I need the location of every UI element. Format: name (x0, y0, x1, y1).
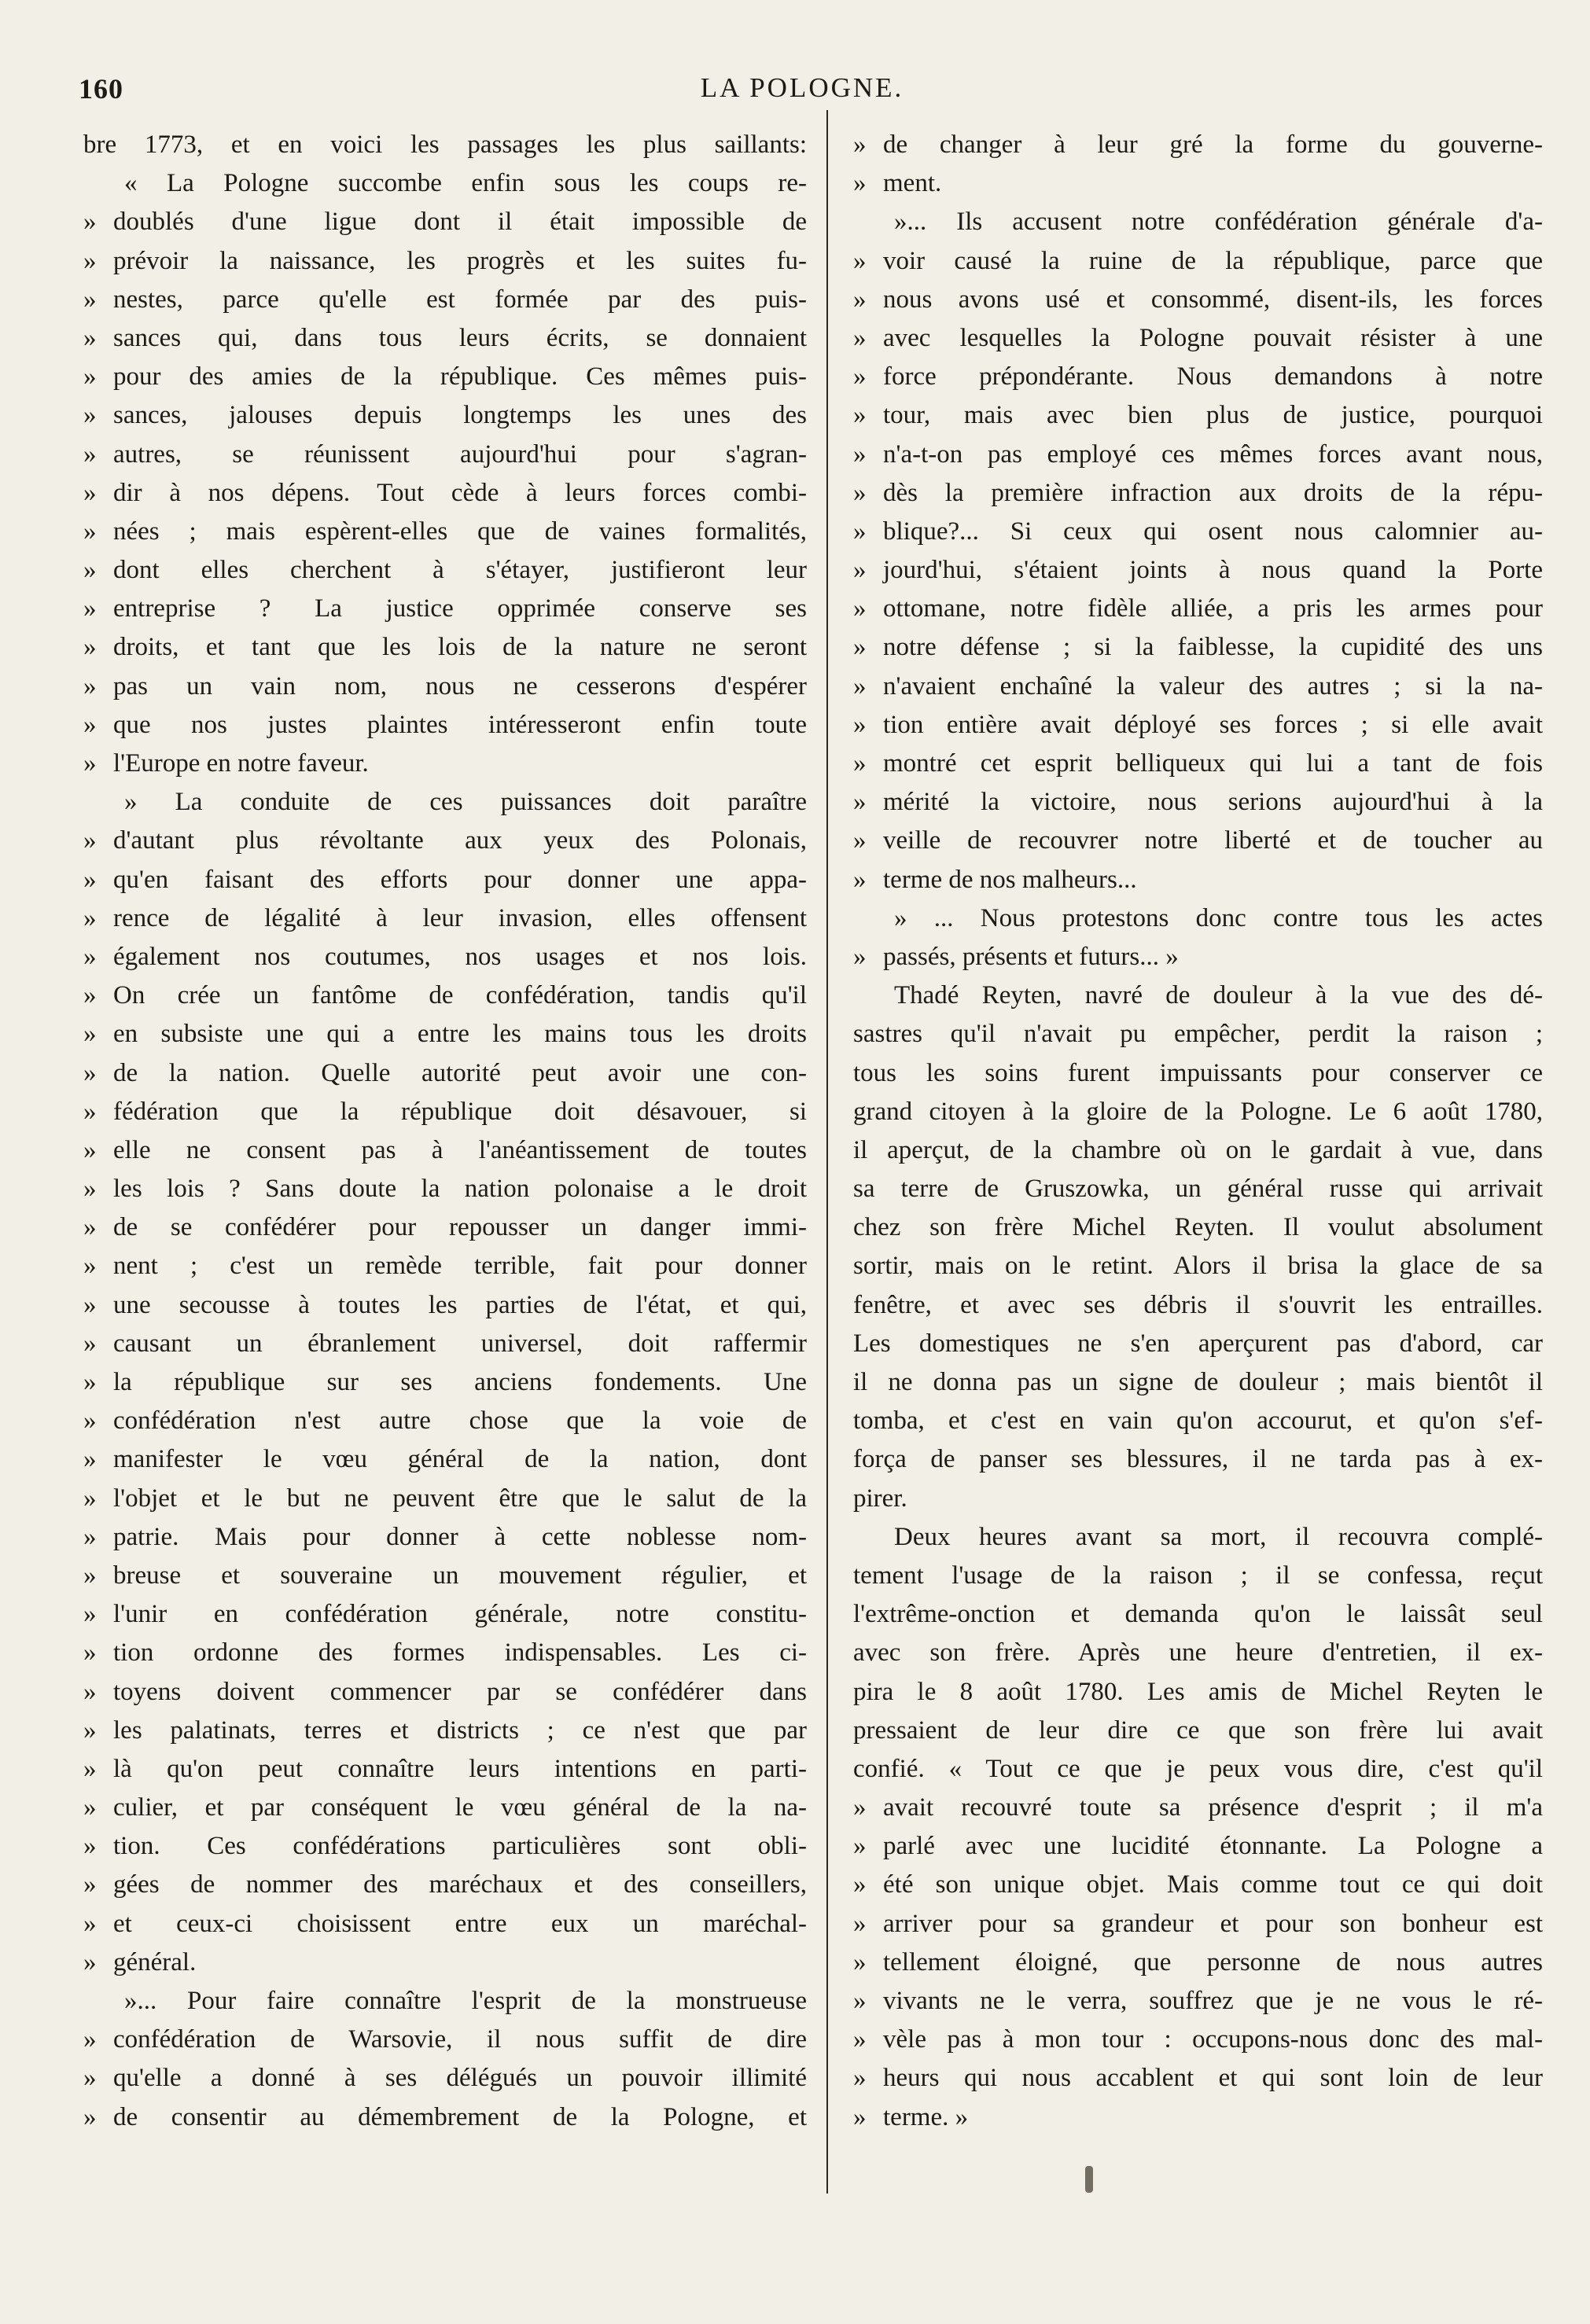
text-line (853, 938, 1543, 976)
quote-mark: » (853, 131, 867, 159)
quote-mark: » (853, 1793, 867, 1822)
line-text: chez son frère Michel Reyten. Il voulut absolument (853, 1213, 1543, 1242)
text-line (853, 474, 1543, 513)
text-line (853, 2021, 1543, 2059)
text-line (853, 281, 1543, 319)
line-text: qu'en faisant des efforts pour donner une appa- (113, 865, 807, 894)
text-line (853, 1673, 1543, 1712)
line-text: tellement éloigné, que personne de nous autres (883, 1947, 1543, 1977)
quote-mark: » (853, 788, 867, 817)
text-line (853, 628, 1543, 667)
text-line (853, 1557, 1543, 1595)
quote-mark: » (853, 362, 867, 392)
line-text: en subsiste une qui a entre les mains tous les droits (113, 1020, 807, 1049)
quote-mark: » (853, 1909, 867, 1938)
line-text: également nos coutumes, nos usages et nos lois. (113, 942, 807, 971)
quote-mark: » (83, 1020, 97, 1049)
line-text: causant un ébranlement universel, doit raffermir (113, 1329, 807, 1358)
text-line (853, 1402, 1543, 1440)
quote-mark: » (83, 1522, 97, 1551)
line-text: Les domestiques ne s'en aperçurent pas d'abord, car (853, 1329, 1543, 1358)
line-text: sances qui, dans tous leurs écrits, se donnaient (113, 323, 807, 352)
line-text: heurs qui nous accablent et qui sont loin de leur (883, 2064, 1543, 2093)
line-text: vivants ne le verra, souffrez que je ne vous le ré- (883, 1987, 1543, 2015)
line-text: fenêtre, et avec ses débris il s'ouvrit les entrailles. (853, 1290, 1543, 1319)
line-text: elle ne consent pas à l'anéantissement de toutes (113, 1135, 807, 1164)
text-line (83, 474, 807, 513)
text-line (853, 667, 1543, 706)
line-text: l'objet et le but ne peuvent être que le salut de la (113, 1484, 807, 1513)
quote-mark: » (853, 826, 867, 855)
line-text: de changer à leur gré la forme du gouverne- (883, 131, 1543, 159)
line-text: prévoir la naissance, les progrès et les suites fu- (113, 246, 807, 275)
quote-mark: » (83, 942, 97, 971)
text-line (853, 1480, 1543, 1518)
line-text: passés, présents et futurs... » (883, 942, 1179, 971)
line-text: été son unique objet. Mais comme tout ce qui doit (883, 1870, 1543, 1899)
line-text: pirer. (853, 1484, 907, 1513)
line-text: breuse et souveraine un mouvement régulier, et (113, 1561, 807, 1590)
line-text: » ... Nous protestons donc contre tous les actes (894, 903, 1543, 932)
text-line (83, 1440, 807, 1479)
text-line (853, 242, 1543, 281)
text-line (83, 1595, 807, 1634)
text-line (853, 1789, 1543, 1827)
text-line (83, 203, 807, 241)
quote-mark: » (853, 323, 867, 352)
line-text: jourd'hui, s'étaient joints à nous quand la Porte (883, 556, 1543, 585)
quote-mark: » (853, 749, 867, 778)
text-line (853, 1363, 1543, 1402)
line-text: droits, et tant que les lois de la nature ne seront (113, 633, 807, 662)
quote-mark: » (853, 1832, 867, 1861)
quote-mark: » (83, 1252, 97, 1281)
quote-mark: » (853, 710, 867, 739)
quote-mark: » (853, 671, 867, 701)
line-text: avec son frère. Après une heure d'entretien, il ex- (853, 1638, 1543, 1668)
quote-mark: » (83, 826, 97, 855)
line-text: voir causé la ruine de la république, parce que (883, 246, 1543, 275)
line-text: pas un vain nom, nous ne cesserons d'espérer (113, 671, 807, 701)
text-line (83, 745, 807, 783)
quote-mark: » (853, 285, 867, 314)
quote-mark: » (83, 1638, 97, 1668)
quote-mark: » (83, 1407, 97, 1436)
line-text: ment. (883, 169, 942, 198)
line-text: nent ; c'est un remède terrible, fait pour donner (113, 1252, 807, 1281)
quote-mark: » (853, 246, 867, 275)
text-line (83, 1789, 807, 1827)
line-text: gées de nommer des maréchaux et des conseillers, (113, 1870, 807, 1899)
quote-mark: » (83, 1561, 97, 1590)
text-line (83, 1634, 807, 1672)
quote-mark: » (83, 903, 97, 932)
line-text: terme de nos malheurs... (883, 865, 1137, 894)
text-line (853, 745, 1543, 783)
text-line (83, 2059, 807, 2098)
quote-mark: » (83, 865, 97, 894)
text-line (853, 436, 1543, 474)
line-text: culier, et par conséquent le vœu général de la na- (113, 1793, 807, 1822)
text-line (853, 1943, 1543, 1982)
text-line (83, 590, 807, 628)
quote-mark: » (83, 401, 97, 430)
line-text: doublés d'une ligue dont il était impossible de (113, 208, 807, 237)
line-text: une secousse à toutes les parties de l'état, et qui, (113, 1290, 807, 1319)
line-text: sances, jalouses depuis longtemps les unes des (113, 401, 807, 430)
quote-mark: » (83, 749, 97, 778)
quote-mark: » (853, 478, 867, 507)
line-text: vèle pas à mon tour : occupons-nous donc des mal- (883, 2025, 1543, 2054)
page-number: 160 (79, 73, 123, 105)
line-text: confié. « Tout ce que je peux vous dire, c'est qu'il (853, 1754, 1543, 1783)
text-line (83, 2021, 807, 2059)
line-text: nestes, parce qu'elle est formée par des puis- (113, 285, 807, 314)
quote-mark: » (83, 1135, 97, 1164)
text-line (853, 1208, 1543, 1247)
text-line (853, 203, 1543, 241)
text-line (853, 126, 1543, 164)
text-line (83, 822, 807, 860)
text-line (83, 1131, 807, 1170)
text-line (853, 783, 1543, 822)
quote-mark: » (83, 1715, 97, 1745)
quote-mark: » (853, 942, 867, 971)
line-text: blique?... Si ceux qui osent nous calomnier au- (883, 517, 1543, 546)
text-line (853, 1286, 1543, 1325)
line-text: manifester le vœu général de la nation, dont (113, 1445, 807, 1474)
line-text: confédération de Warsovie, il nous suffit de dire (113, 2025, 807, 2054)
text-line (83, 1866, 807, 1904)
line-text: tomba, et c'est en vain qu'on accourut, et qu'on s'ef- (853, 1407, 1543, 1436)
quote-mark: » (83, 556, 97, 585)
line-text: confédération n'est autre chose que la voie de (113, 1407, 807, 1436)
text-line (853, 551, 1543, 590)
text-line (853, 1093, 1543, 1131)
line-text: mérité la victoire, nous serions aujourd'hui à la (883, 788, 1543, 817)
quote-mark: » (83, 323, 97, 352)
quote-mark: » (83, 1175, 97, 1204)
text-line (853, 1325, 1543, 1363)
line-text: autres, se réunissent aujourd'hui pour s'agran- (113, 439, 807, 469)
text-line (83, 899, 807, 938)
quote-mark: » (853, 169, 867, 198)
text-line (853, 899, 1543, 938)
quote-mark: » (83, 478, 97, 507)
line-text: »... Ils accusent notre confédération générale d'a- (894, 208, 1543, 237)
text-line (83, 436, 807, 474)
quote-mark: » (83, 1677, 97, 1706)
text-line (83, 242, 807, 281)
text-line (853, 706, 1543, 745)
line-text: ottomane, notre fidèle alliée, a pris les armes pour (883, 594, 1543, 623)
ink-mark (1085, 2166, 1093, 2193)
right-column (853, 126, 1543, 2137)
quote-mark: » (853, 1987, 867, 2015)
text-line (83, 976, 807, 1015)
text-line (853, 2059, 1543, 2098)
text-line (853, 1595, 1543, 1634)
text-line (83, 281, 807, 319)
text-line (83, 319, 807, 358)
quote-mark: » (83, 1058, 97, 1087)
line-text: tion entière avait déployé ses forces ; si elle avait (883, 710, 1543, 739)
line-text: avait recouvré toute sa présence d'esprit ; il m'a (883, 1793, 1543, 1822)
text-line (83, 1557, 807, 1595)
quote-mark: » (853, 2064, 867, 2093)
text-line (83, 1402, 807, 1440)
line-text: Thadé Reyten, navré de douleur à la vue des dé- (894, 981, 1543, 1010)
text-line (83, 358, 807, 396)
quote-mark: » (853, 1870, 867, 1899)
line-text: que nos justes plaintes intéresseront enfin toute (113, 710, 807, 739)
text-line (853, 1015, 1543, 1054)
quote-mark: » (853, 633, 867, 662)
quote-mark: » (853, 865, 867, 894)
line-text: qu'elle a donné à ses délégués un pouvoir illimité (113, 2064, 807, 2093)
text-line (853, 1054, 1543, 1093)
text-line (83, 1247, 807, 1285)
quote-mark: » (853, 2102, 867, 2131)
quote-mark: » (83, 362, 97, 392)
text-line (83, 1093, 807, 1131)
text-line (853, 164, 1543, 203)
line-text: de consentir au démembrement de la Pologne, et (113, 2102, 807, 2131)
text-line (853, 319, 1543, 358)
quote-mark: » (83, 981, 97, 1010)
quote-mark: » (83, 671, 97, 701)
quote-mark: » (853, 439, 867, 469)
left-column (83, 126, 807, 2137)
line-text: l'Europe en notre faveur. (113, 749, 369, 778)
line-text: sortir, mais on le retint. Alors il brisa la glace de sa (853, 1252, 1543, 1281)
text-line (83, 1170, 807, 1208)
line-text: rence de légalité à leur invasion, elles offensent (113, 903, 807, 932)
line-text: »... Pour faire connaître l'esprit de la monstrueuse (124, 1987, 807, 2015)
quote-mark: » (83, 1097, 97, 1126)
quote-mark: » (83, 1329, 97, 1358)
text-line (83, 1054, 807, 1093)
line-text: força de panser ses blessures, il ne tarda pas à ex- (853, 1445, 1543, 1474)
quote-mark: » (83, 285, 97, 314)
line-text: tion ordonne des formes indispensables. Les ci- (113, 1638, 807, 1668)
text-line (83, 1712, 807, 1750)
text-line (83, 126, 807, 164)
running-title: LA POLOGNE. (700, 72, 904, 103)
line-text: les palatinats, terres et districts ; ce n'est que par (113, 1715, 807, 1745)
line-text: patrie. Mais pour donner à cette noblesse nom- (113, 1522, 807, 1551)
quote-mark: » (83, 2102, 97, 2131)
quote-mark: » (83, 1793, 97, 1822)
line-text: bre 1773, et en voici les passages les plus saillants: (83, 131, 807, 159)
text-line (83, 1673, 807, 1712)
quote-mark: » (853, 556, 867, 585)
line-text: toyens doivent commencer par se confédérer dans (113, 1677, 807, 1706)
quote-mark: » (83, 246, 97, 275)
text-line (83, 783, 807, 822)
text-line (83, 1480, 807, 1518)
text-line (853, 861, 1543, 899)
quote-mark: » (83, 1870, 97, 1899)
line-text: sa terre de Gruszowka, un général russe qui arrivait (853, 1175, 1543, 1204)
quote-mark: » (853, 1947, 867, 1977)
line-text: parlé avec une lucidité étonnante. La Pologne a (883, 1832, 1543, 1861)
text-line (83, 667, 807, 706)
quote-mark: » (83, 1368, 97, 1396)
line-text: » La conduite de ces puissances doit paraître (124, 788, 807, 817)
line-text: pira le 8 août 1780. Les amis de Michel Reyten le (853, 1677, 1543, 1706)
text-line (853, 590, 1543, 628)
line-text: l'extrême-onction et demanda qu'on le laissât seul (853, 1600, 1543, 1629)
line-text: pour des amies de la république. Ces mêmes puis- (113, 362, 807, 392)
text-line (83, 1982, 807, 2021)
line-text: n'avaient enchaîné la valeur des autres ; si la na- (883, 671, 1543, 701)
quote-mark: » (83, 1909, 97, 1938)
line-text: dont elles cherchent à s'étayer, justifieront leur (113, 556, 807, 585)
line-text: notre défense ; si la faiblesse, la cupidité des uns (883, 633, 1543, 662)
text-line (83, 1325, 807, 1363)
quote-mark: » (83, 208, 97, 237)
line-text: dès la première infraction aux droits de la répu- (883, 478, 1543, 507)
text-line (83, 396, 807, 435)
quote-mark: » (853, 2025, 867, 2054)
text-line (853, 1170, 1543, 1208)
text-line (853, 2098, 1543, 2137)
quote-mark: » (83, 1213, 97, 1242)
quote-mark: » (83, 1947, 97, 1977)
text-line (853, 1131, 1543, 1170)
line-text: il aperçut, de la chambre où on le gardait à vue, dans (853, 1135, 1543, 1164)
text-line (853, 1827, 1543, 1866)
line-text: et ceux-ci choisissent entre eux un maréchal- (113, 1909, 807, 1938)
text-line (853, 1247, 1543, 1285)
line-text: général. (113, 1947, 197, 1977)
line-text: fédération que la république doit désavouer, si (113, 1097, 807, 1126)
column-rule (826, 110, 828, 2193)
line-text: force prépondérante. Nous demandons à notre (883, 362, 1543, 392)
text-line (83, 1286, 807, 1325)
text-line (83, 1943, 807, 1982)
line-text: sastres qu'il n'avait pu empêcher, perdit la raison ; (853, 1020, 1543, 1049)
line-text: tion. Ces confédérations particulières sont obli- (113, 1832, 807, 1861)
line-text: On crée un fantôme de confédération, tandis qu'il (113, 981, 807, 1010)
line-text: de la nation. Quelle autorité peut avoir une con- (113, 1058, 807, 1087)
text-line (83, 1827, 807, 1866)
text-line (83, 938, 807, 976)
text-line (83, 1518, 807, 1557)
line-text: il ne donna pas un signe de douleur ; mais bientôt il (853, 1368, 1543, 1396)
quote-mark: » (853, 517, 867, 546)
text-line (83, 1905, 807, 1943)
text-line (853, 1712, 1543, 1750)
quote-mark: » (83, 517, 97, 546)
line-text: tement l'usage de la raison ; il se confessa, reçut (853, 1561, 1543, 1590)
text-line (853, 1750, 1543, 1789)
line-text: la république sur ses anciens fondements. Une (113, 1368, 807, 1396)
line-text: d'autant plus révoltante aux yeux des Polonais, (113, 826, 807, 855)
text-line (83, 861, 807, 899)
line-text: arriver pour sa grandeur et pour son bonheur est (883, 1909, 1543, 1938)
line-text: « La Pologne succombe enfin sous les coups re- (124, 169, 807, 198)
quote-mark: » (83, 1445, 97, 1474)
line-text: tous les soins furent impuissants pour conserver ce (853, 1058, 1543, 1087)
line-text: dir à nos dépens. Tout cède à leurs forces combi- (113, 478, 807, 507)
text-line (83, 1363, 807, 1402)
text-line (853, 1866, 1543, 1904)
quote-mark: » (83, 1832, 97, 1861)
text-line (853, 358, 1543, 396)
text-line (83, 164, 807, 203)
line-text: nous avons usé et consommé, disent-ils, les forces (883, 285, 1543, 314)
quote-mark: » (83, 1484, 97, 1513)
text-line (83, 1208, 807, 1247)
text-line (853, 1905, 1543, 1943)
line-text: avec lesquelles la Pologne pouvait résister à une (883, 323, 1543, 352)
text-line (83, 628, 807, 667)
text-line (853, 513, 1543, 551)
quote-mark: » (83, 1754, 97, 1783)
line-text: là qu'on peut connaître leurs intentions en parti- (113, 1754, 807, 1783)
text-line (83, 551, 807, 590)
quote-mark: » (83, 1600, 97, 1629)
text-line (83, 1750, 807, 1789)
line-text: Deux heures avant sa mort, il recouvra complé- (894, 1522, 1543, 1551)
text-line (853, 822, 1543, 860)
quote-mark: » (83, 2064, 97, 2093)
line-text: pressaient de leur dire ce que son frère lui avait (853, 1715, 1543, 1745)
text-line (853, 976, 1543, 1015)
line-text: nées ; mais espèrent-elles que de vaines formalités, (113, 517, 807, 546)
line-text: n'a-t-on pas employé ces mêmes forces avant nous, (883, 439, 1543, 469)
line-text: l'unir en confédération générale, notre constitu- (113, 1600, 807, 1629)
text-line (83, 513, 807, 551)
line-text: montré cet esprit belliqueux qui lui a tant de fois (883, 749, 1543, 778)
text-line (853, 396, 1543, 435)
text-line (83, 706, 807, 745)
quote-mark: » (83, 2025, 97, 2054)
line-text: de se confédérer pour repousser un danger immi- (113, 1213, 807, 1242)
quote-mark: » (853, 401, 867, 430)
line-text: veille de recouvrer notre liberté et de toucher au (883, 826, 1543, 855)
text-line (853, 1440, 1543, 1479)
text-line (853, 1982, 1543, 2021)
line-text: les lois ? Sans doute la nation polonaise a le droit (113, 1175, 807, 1204)
quote-mark: » (83, 594, 97, 623)
quote-mark: » (83, 633, 97, 662)
page-header (79, 72, 1526, 112)
text-line (83, 2098, 807, 2137)
quote-mark: » (83, 710, 97, 739)
quote-mark: » (83, 1290, 97, 1319)
line-text: grand citoyen à la gloire de la Pologne. Le 6 août 1780, (853, 1097, 1543, 1126)
text-line (83, 1015, 807, 1054)
line-text: tour, mais avec bien plus de justice, pourquoi (883, 401, 1543, 430)
line-text: terme. » (883, 2102, 969, 2131)
quote-mark: » (83, 439, 97, 469)
quote-mark: » (853, 594, 867, 623)
text-line (853, 1518, 1543, 1557)
text-line (853, 1634, 1543, 1672)
line-text: entreprise ? La justice opprimée conserve ses (113, 594, 807, 623)
